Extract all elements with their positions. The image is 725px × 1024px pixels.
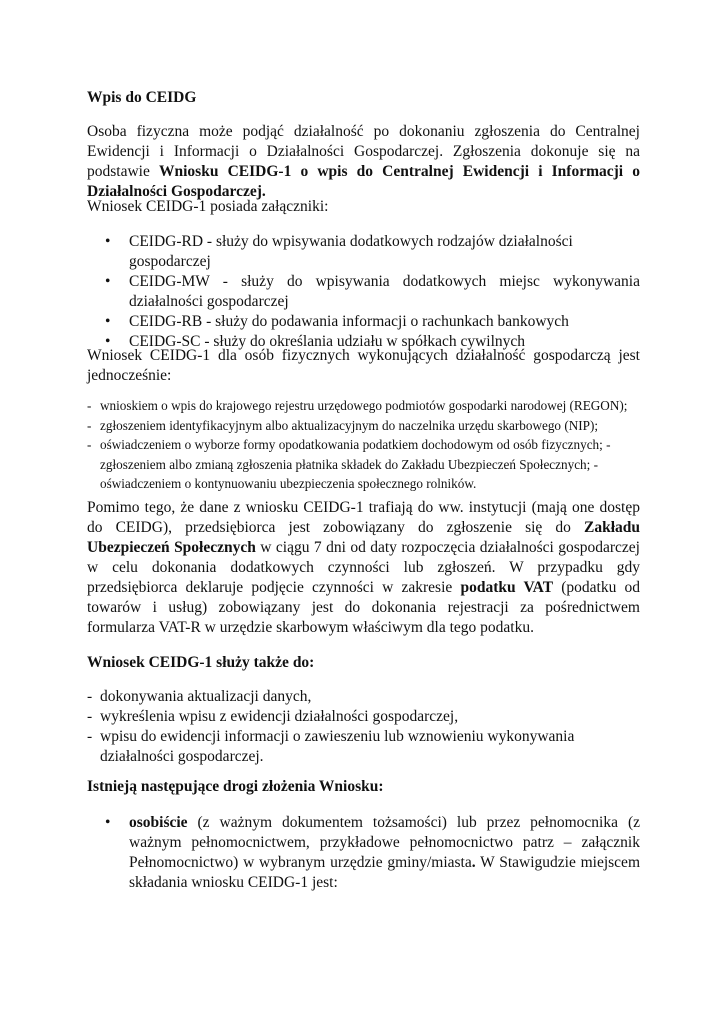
list-item-text: W Stawigudzie miejscem składania wniosku CEIDG-1 jest: bbox=[129, 854, 640, 891]
list-continuation-line: oświadczeniem o kontynuowaniu ubezpieczenia społecznego rolników. bbox=[100, 476, 477, 491]
dash-marker: - bbox=[87, 437, 92, 452]
dash-marker: - bbox=[87, 728, 93, 745]
list-item bbox=[87, 687, 640, 707]
moreover-paragraph bbox=[87, 498, 640, 638]
list-item-text: (z ważnym dokumentem tożsamości) lub przez pełnomocnika (z ważnym pełnomocnictwem, przykładowe pełnomocnictwo patrz – załącznik Pełnomocnictwo) w wybranym urzędzie gminy/miasta bbox=[129, 814, 640, 871]
list-item bbox=[87, 727, 640, 767]
simultaneous-list bbox=[87, 396, 640, 455]
list-item-text: wnioskiem o wpis do krajowego rejestru urzędowego podmiotów gospodarki narodowej (REGON); bbox=[100, 398, 628, 413]
list-item bbox=[87, 813, 640, 893]
bullet-icon: • bbox=[105, 273, 111, 290]
list-item-text: zgłoszeniem identyfikacyjnym albo aktualizacyjnym do naczelnika urzędu skarbowego (NIP); bbox=[100, 417, 599, 433]
bullet-icon: • bbox=[105, 333, 111, 350]
paragraph-bold-text: podatku VAT bbox=[460, 579, 554, 596]
dash-marker: - bbox=[87, 688, 93, 705]
paragraph-text: w ciągu 7 dni od daty rozpoczęcia działalności gospodarczej w celu dokonania dodatkowych czynności lub zgłoszeń. W przypadku gdy przedsiębiorca deklaruje podjęcie czynności w zakresie bbox=[87, 539, 640, 596]
bullet-icon: • bbox=[105, 233, 111, 250]
list-item bbox=[87, 707, 640, 727]
list-item bbox=[87, 435, 640, 455]
intro-paragraph bbox=[87, 122, 640, 202]
list-item bbox=[87, 272, 640, 312]
bullet-icon: • bbox=[105, 313, 111, 330]
list-item-text: wpisu do ewidencji informacji o zawieszeniu lub wznowieniu wykonywania działalności gospodarczej. bbox=[100, 728, 575, 765]
list-item bbox=[87, 232, 640, 272]
paragraph-text: Pomimo tego, że dane z wniosku CEIDG-1 trafiają do ww. instytucji (mają one dostęp do CEIDG), przedsiębiorca jest zobowiązany do zgłoszenie się do bbox=[87, 499, 640, 536]
page-title: Wpis do CEIDG bbox=[87, 89, 197, 106]
list-item bbox=[87, 312, 640, 332]
section-heading: Istnieją następujące drogi złożenia Wniosku: bbox=[87, 778, 384, 795]
section-heading: Wniosek CEIDG-1 służy także do: bbox=[87, 654, 315, 671]
list-item-text: wykreślenia wpisu z ewidencji działalności gospodarczej, bbox=[100, 708, 459, 725]
bullet-icon: • bbox=[105, 814, 111, 831]
list-item-text: CEIDG-RB - służy do podawania informacji o rachunkach bankowych bbox=[129, 313, 569, 330]
list-item-bold-text: . bbox=[471, 854, 476, 871]
simultaneous-list-wrapper bbox=[87, 396, 640, 494]
list-item bbox=[87, 396, 640, 416]
simultaneous-intro: Wniosek CEIDG-1 dla osób fizycznych wykonujących działalność gospodarczą jest jednocześnie: bbox=[87, 347, 640, 384]
also-list bbox=[87, 687, 640, 767]
intro-bold-text: Wniosku CEIDG-1 o wpis do Centralnej Ewidencji i Informacji o Działalności Gospodarczej. bbox=[87, 163, 640, 200]
attachments-intro: Wniosek CEIDG-1 posiada załączniki: bbox=[87, 198, 329, 215]
list-continuation-line: zgłoszeniem albo zmianą zgłoszenia płatnika składek do Zakładu Ubezpieczeń Społecznych; - bbox=[100, 456, 598, 472]
list-item bbox=[87, 416, 640, 436]
list-item-text: CEIDG-MW - służy do wpisywania dodatkowych miejsc wykonywania działalności gospodarczej bbox=[129, 273, 640, 310]
attachments-list-wrapper bbox=[87, 232, 640, 352]
list-item-bold-text: osobiście bbox=[129, 814, 188, 831]
dash-marker: - bbox=[87, 417, 92, 433]
list-item-text: dokonywania aktualizacji danych, bbox=[100, 688, 312, 705]
also-list-wrapper bbox=[87, 687, 640, 767]
paragraph-bold-text: Zakładu Ubezpieczeń Społecznych bbox=[87, 519, 640, 556]
attachments-list bbox=[87, 232, 640, 352]
dash-marker: - bbox=[87, 398, 92, 413]
list-item-text: CEIDG-SC - służy do określania udziału w spółkach cywilnych bbox=[129, 333, 526, 350]
intro-text: Osoba fizyczna może podjąć działalność po dokonaniu zgłoszenia do Centralnej Ewidencji i Informacji o Działalności Gospodarczej. Zgłoszenia dokonuje się na podstawie bbox=[87, 123, 640, 180]
ways-list-wrapper bbox=[87, 813, 640, 893]
list-item-text: oświadczeniem o wyborze formy opodatkowania podatkiem dochodowym od osób fizycznych; - bbox=[100, 437, 611, 452]
ways-list bbox=[87, 813, 640, 893]
paragraph-text: (podatku od towarów i usług) zobowiązany jest do dokonania rejestracji za pośrednictwem formularza VAT-R w urzędzie skarbowym właściwym dla tego podatku. bbox=[87, 579, 640, 636]
dash-marker: - bbox=[87, 708, 93, 725]
list-item-text: CEIDG-RD - służy do wpisywania dodatkowych rodzajów działalności gospodarczej bbox=[129, 233, 573, 270]
